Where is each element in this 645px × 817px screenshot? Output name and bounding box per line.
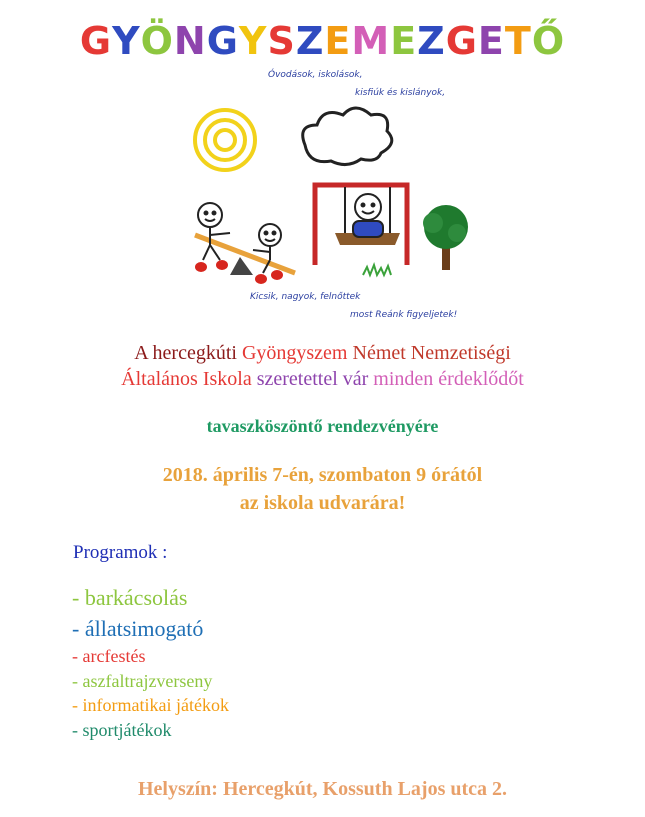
playground-illustration [185,95,485,290]
grass-icon [363,265,391,275]
sun-icon [195,110,255,170]
program-item: - barkácsolás [72,585,188,610]
event-name: tavaszköszöntő rendezvényére [206,416,439,436]
title-letter: Ö [140,19,174,63]
title-letter: S [267,19,296,63]
rhyme-top-line-1: Óvodások, iskolások, [268,70,363,80]
program-item: - informatikai játékok [72,695,229,715]
title-letter: Ő [531,19,566,63]
invitation-text [0,340,645,392]
title-letter: T [504,19,532,63]
title-letter: G [79,19,113,63]
rhyme-bottom-line-1: Kicsik, nagyok, felnőttek [250,292,361,302]
location-text: Helyszín: Hercegkút, Kossuth Lajos utca 2. [137,778,508,800]
invitation-segment: A hercegkúti [134,342,242,364]
invitation-line-2 [0,366,645,392]
event-date [0,461,645,517]
title-letter: Y [238,19,268,63]
programs-heading: Programok : [73,542,168,563]
title-letter: G [445,19,478,63]
title-letter: E [477,19,505,63]
invitation-segment: Német Nemzetiségi [352,342,511,364]
tree-icon [423,205,468,270]
title-letter: Z [417,19,446,63]
title-letter: E [390,19,418,63]
invitation-segment: Általános Iskola [121,368,257,390]
title-letter: N [173,19,207,63]
program-item: - aszfaltrajzverseny [72,671,213,691]
title-letter: M [351,19,391,63]
poster-title [0,18,645,64]
rhyme-top-line-2: kisfiúk és kislányok, [355,88,446,98]
cloud-icon [303,108,392,165]
kid-on-swing-icon [353,194,383,237]
title-letter: G [206,19,239,63]
program-item: - állatsimogató [72,616,204,641]
program-item: - arcfestés [72,646,146,666]
rhyme-bottom-line-2: most Reánk figyeljetek! [350,310,458,320]
invitation-segment: minden érdeklődőt [373,368,524,390]
invitation-line-1 [0,340,645,366]
program-item: - sportjátékok [72,720,172,740]
title-letter: E [324,19,352,63]
title-letter: Y [112,19,141,63]
invitation-segment: szeretettel vár [256,368,374,390]
invitation-segment: Gyöngyszem [241,342,353,364]
event-date-line-2: az iskola udvarára! [239,492,406,514]
title-letter: Z [295,19,325,63]
event-date-line-1: 2018. április 7-én, szombaton 9 órától [162,464,483,486]
kid-on-seesaw-right-icon [253,224,283,284]
